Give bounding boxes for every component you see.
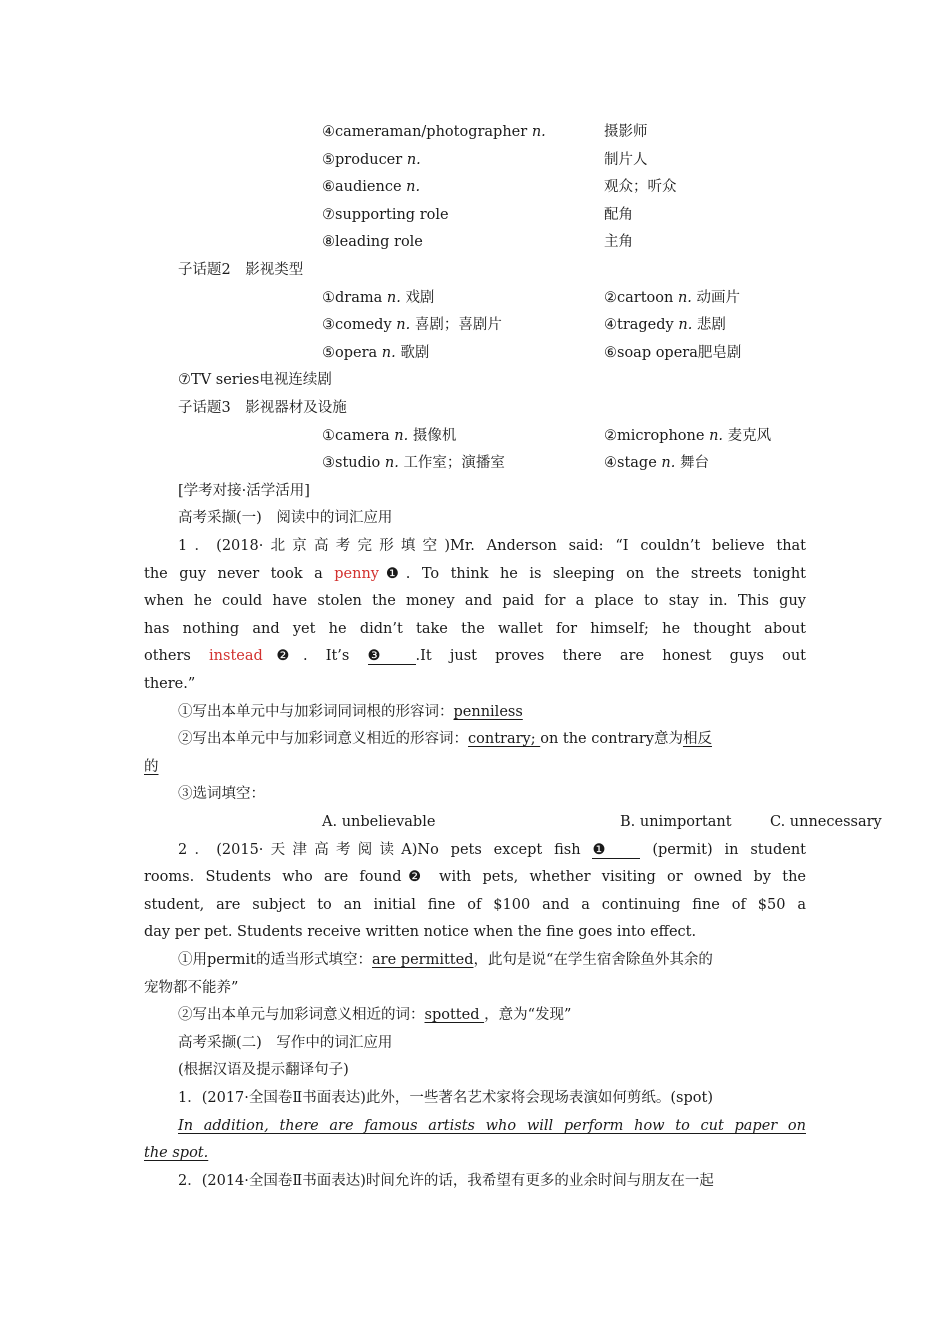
subtopic-heading: 子话题3 影视器材及设施 <box>178 400 347 416</box>
vocab-pos: n. <box>678 317 693 334</box>
vocab-pos: n. <box>677 289 692 306</box>
vocab-word: ②cartoon <box>604 289 674 306</box>
vocab-pos: n. <box>709 427 724 444</box>
vocab-meaning: 悲剧 <box>696 317 726 334</box>
vocab-pos: n. <box>406 179 421 196</box>
vocab-word: ⑤opera <box>322 344 378 361</box>
vocab-meaning: 观众；听众 <box>604 179 677 196</box>
vocab-pos: n. <box>396 317 411 334</box>
vocab-pos: n. <box>531 124 546 140</box>
answer-text: 的 <box>144 758 159 775</box>
sub-question: ②写出本单元中与加彩词意义相近的形容词：contrary; on the contrary意为相反 <box>178 731 712 748</box>
vocab-row: ⑦TV series电视连续剧 <box>178 372 332 389</box>
vocab-row <box>144 174 806 202</box>
passage-line: the guy never took a penny❶. To think he is sleeping on the streets tonight <box>144 565 807 582</box>
options-row <box>144 809 882 837</box>
passage-line: others instead❷. It’s ❸ .It just proves there are honest guys out <box>144 648 806 665</box>
sub-question: ③选词填空： <box>178 786 265 803</box>
footnote-mark: ❶ <box>379 565 406 582</box>
vocab-meaning: 制片人 <box>604 151 648 168</box>
vocab-word: ②microphone <box>604 427 705 444</box>
vocab-pos: n. <box>661 455 676 472</box>
subtopic-heading: 子话题2 影视类型 <box>178 262 304 278</box>
vocab-meaning: 摄像机 <box>412 427 457 444</box>
passage-line: 1．(2018·北京高考完形填空)Mr. Anderson said: “I couldn’t believe that <box>178 538 806 554</box>
vocab-meaning: 配角 <box>604 206 633 223</box>
sub-question: ①写出本单元中与加彩词同词根的形容词：penniless <box>178 703 523 720</box>
vocab-meaning: 动画片 <box>696 289 740 306</box>
passage-line: student, are subject to an initial fine of $100 and a continuing fine of $50 a <box>144 896 806 913</box>
section-title: 高考采撷(一) 阅读中的词汇应用 <box>178 510 393 527</box>
vocab-meaning: 摄影师 <box>604 124 648 140</box>
vocab-row <box>144 202 806 230</box>
answer-text: contrary; <box>468 731 541 748</box>
answer-blank[interactable]: ❶ <box>592 842 640 859</box>
vocab-word: ①drama <box>322 289 383 306</box>
sub-question <box>144 754 806 782</box>
vocab-meaning: 主角 <box>604 234 633 251</box>
option-b[interactable]: B. unimportant <box>620 814 732 830</box>
vocab-row <box>144 312 806 340</box>
sub-question: ①用permit的适当形式填空：are permitted，此句是说“在学生宿舍除鱼外其余的 <box>178 952 713 968</box>
answer-blank[interactable]: ❸ <box>368 648 416 665</box>
answer-text: 相反 <box>682 731 712 748</box>
section-title: 高考采撷(二) 写作中的词汇应用 <box>178 1034 393 1051</box>
vocab-row <box>144 340 806 368</box>
vocab-row <box>144 423 806 451</box>
instruction: (根据汉语及提示翻译句子) <box>178 1062 349 1079</box>
vocab-meaning: 歌剧 <box>400 344 430 361</box>
translation-question: 2．(2014·全国卷Ⅱ书面表达)时间允许的话，我希望有更多的业余时间与朋友在一起 <box>178 1172 714 1189</box>
highlight-word: penny <box>334 565 379 582</box>
sub-question: 宠物都不能养” <box>144 979 239 996</box>
section-label: [学考对接·活学活用] <box>178 482 310 499</box>
vocab-word: ⑦supporting role <box>322 206 449 223</box>
answer-text: penniless <box>453 703 523 720</box>
footnote-mark: ❷ <box>401 869 428 886</box>
vocab-meaning: 喜剧；喜剧片 <box>414 317 502 334</box>
translation-question: 1．(2017·全国卷Ⅱ书面表达)此外，一些著名艺术家将会现场表演如何剪纸。(spot) <box>178 1090 713 1106</box>
answer-text: spotted <box>424 1007 485 1024</box>
passage-line: there.” <box>144 676 196 692</box>
vocab-pos: n. <box>384 455 399 472</box>
vocab-meaning: 舞台 <box>679 455 709 472</box>
vocab-pos: n. <box>381 344 396 361</box>
vocab-row <box>144 147 806 175</box>
vocab-word: ⑥soap opera肥皂剧 <box>604 344 742 361</box>
highlight-word: instead <box>209 648 263 665</box>
vocab-word: ⑥audience <box>322 179 402 196</box>
vocab-pos: n. <box>394 427 409 444</box>
vocab-meaning: 麦克风 <box>727 427 772 444</box>
vocab-word: ⑧leading role <box>322 234 423 251</box>
vocab-meaning: 戏剧 <box>405 289 435 306</box>
vocab-pos: n. <box>406 151 421 168</box>
passage-line: rooms. Students who are found❷ with pets, whether visiting or owned by the <box>144 869 807 886</box>
vocab-row <box>144 119 806 147</box>
vocab-meaning: 工作室；演播室 <box>403 455 505 472</box>
vocab-row <box>144 285 806 313</box>
translation-answer: the spot. <box>144 1145 209 1162</box>
vocab-word: ③comedy <box>322 317 392 334</box>
vocab-pos: n. <box>386 289 401 306</box>
option-a[interactable]: A. unbelievable <box>322 814 436 830</box>
vocab-row <box>144 229 806 257</box>
vocab-word: ④cameraman/photographer <box>322 124 528 140</box>
passage-line: day per pet. Students receive written notice when the fine goes into effect. <box>144 924 697 941</box>
passage-line: when he could have stolen the money and paid for a place to stay in. This guy <box>144 593 806 610</box>
sub-question: ②写出本单元与加彩词意义相近的词：spotted ，意为“发现” <box>178 1007 572 1024</box>
vocab-row <box>144 450 806 478</box>
passage-line: 2．(2015·天津高考阅读A)No pets except fish ❶ (permit) in student <box>178 841 807 858</box>
answer-text: are permitted <box>372 952 474 968</box>
footnote-mark: ❷ <box>262 648 303 665</box>
vocab-word: ④tragedy <box>604 317 674 334</box>
passage-line: has nothing and yet he didn’t take the wallet for himself; he thought about <box>144 620 806 637</box>
vocab-word: ③studio <box>322 455 381 472</box>
option-c[interactable]: C. unnecessary <box>770 814 882 830</box>
vocab-word: ④stage <box>604 455 657 472</box>
vocab-word: ⑤producer <box>322 151 403 168</box>
vocab-word: ①camera <box>322 427 390 444</box>
translation-answer: In addition, there are famous artists who will perform how to cut paper on <box>178 1117 806 1134</box>
